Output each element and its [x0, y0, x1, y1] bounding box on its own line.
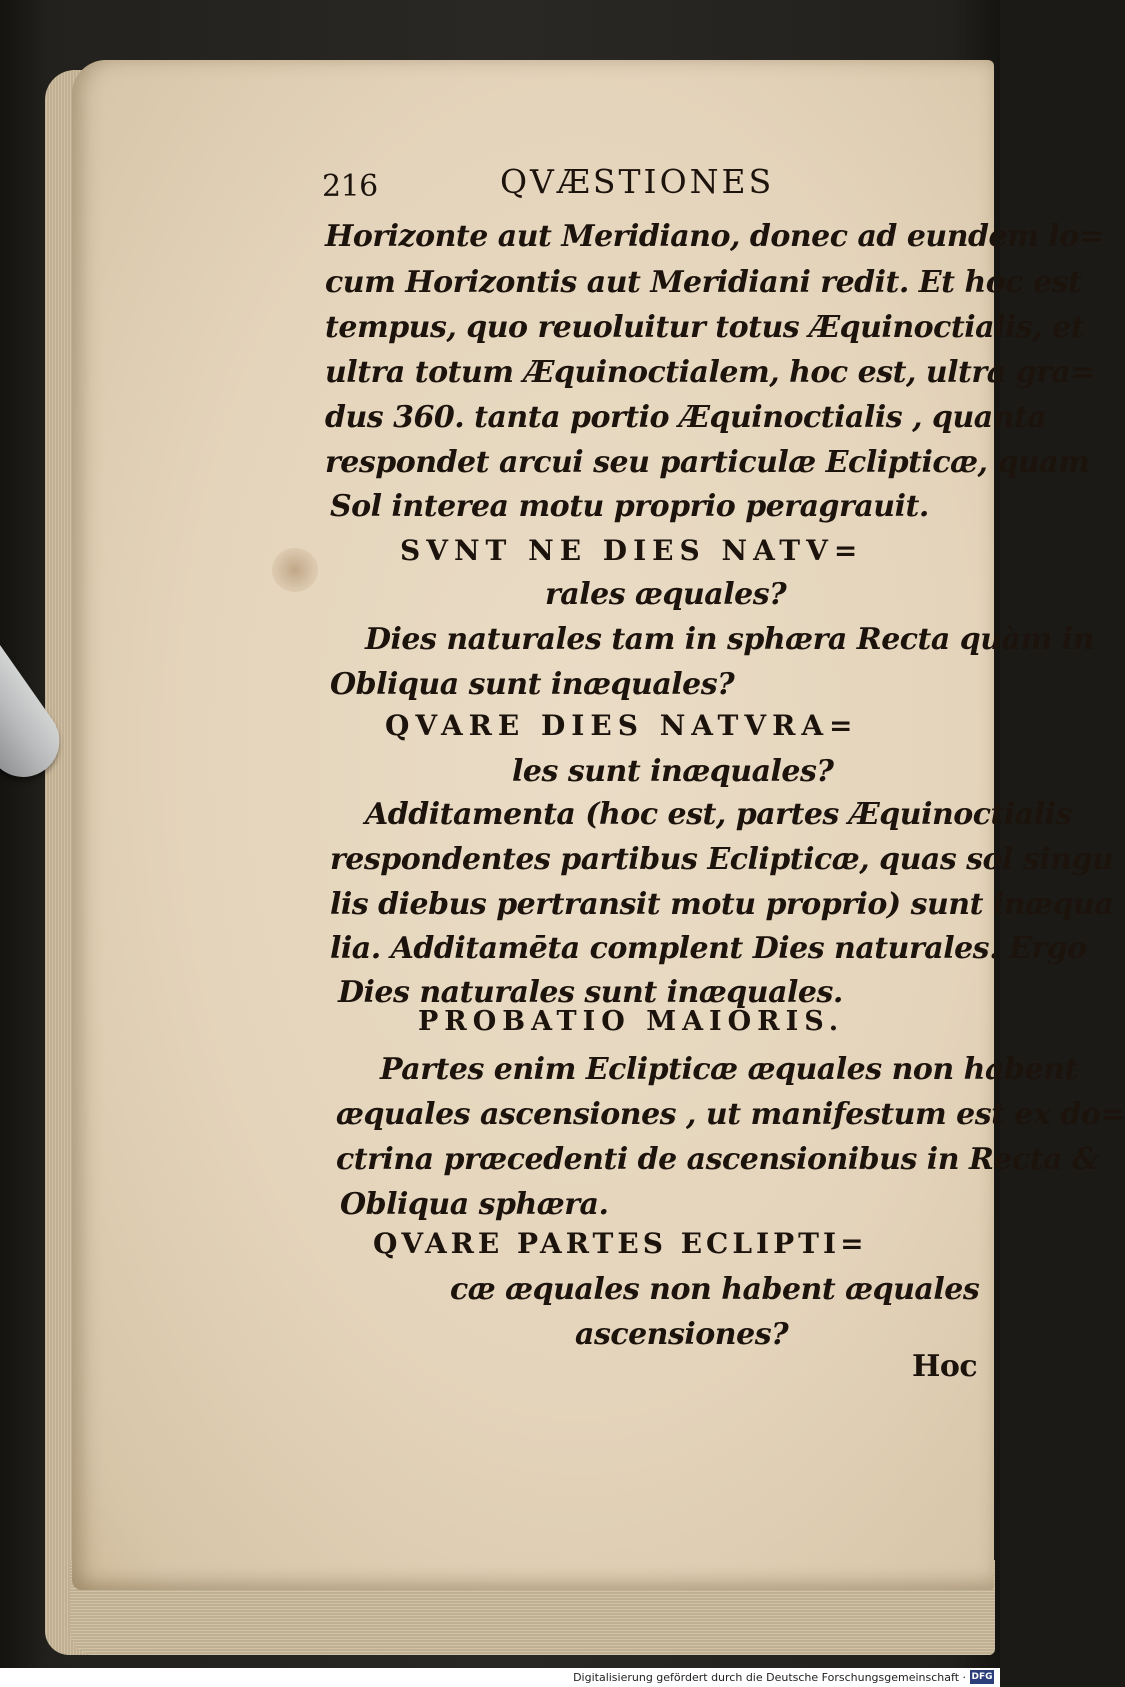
question-1-heading: SVNT NE DIES NATV=: [400, 534, 864, 567]
answer-2-line-2: respondentes partibus Eclipticæ, quas sol singu: [330, 842, 1114, 877]
probatio-heading: PROBATIO MAIORIS.: [418, 1006, 845, 1037]
question-3-heading-cont-2: ascensiones?: [575, 1317, 789, 1352]
footer-credit: Digitalisierung gefördert durch die Deutsche Forschungsgemeinschaft ·: [573, 1671, 966, 1684]
text-line-1: Horizonte aut Meridiano, donec ad eundem lo=: [325, 219, 1104, 254]
text-line-2: cum Horizontis aut Meridiani redit. Et hoc est: [325, 265, 1082, 300]
dfg-logo-icon: DFG: [971, 1672, 993, 1682]
answer-2-line-1: Additamenta (hoc est, partes Æquinoctialis: [365, 797, 1072, 832]
paper-stain: [272, 548, 318, 592]
question-1-heading-cont: rales æquales?: [545, 577, 787, 612]
answer-1-line-2: Obliqua sunt inæquales?: [330, 667, 735, 702]
text-line-4: ultra totum Æquinoctialem, hoc est, ultra gra=: [325, 355, 1095, 390]
answer-3-line-4: Obliqua sphæra.: [340, 1187, 609, 1222]
answer-3-line-1: Partes enim Eclipticæ æquales non habent: [380, 1052, 1078, 1087]
answer-2-line-3: lis diebus pertransit motu proprio) sunt inæqua: [330, 887, 1114, 922]
page-number: 216: [322, 169, 378, 204]
text-line-7: Sol interea motu proprio peragrauit.: [330, 489, 929, 524]
question-2-heading: QVARE DIES NATVRA=: [385, 709, 859, 742]
answer-3-line-2: æquales ascensiones , ut manifestum est ex do=: [336, 1097, 1125, 1132]
text-line-3: tempus, quo reuoluitur totus Æquinoctialis, et: [325, 310, 1085, 345]
question-2-heading-cont: les sunt inæquales?: [512, 754, 834, 789]
catchword: Hoc: [912, 1349, 978, 1384]
running-head: QVÆSTIONES: [500, 162, 775, 201]
answer-3-line-3: ctrina præcedenti de ascensionibus in Recta &: [336, 1142, 1099, 1177]
text-line-5: dus 360. tanta portio Æquinoctialis , quanta: [325, 400, 1047, 435]
question-3-heading-cont: cæ æquales non habent æquales: [450, 1272, 980, 1307]
answer-2-line-4: lia. Additamēta complent Dies naturales. Ergo: [330, 931, 1087, 966]
answer-2-line-5: Dies naturales sunt inæquales.: [338, 975, 843, 1010]
answer-1-line-1: Dies naturales tam in sphæra Recta quàm in: [365, 622, 1094, 657]
question-3-heading: QVARE PARTES ECLIPTI=: [373, 1227, 868, 1260]
text-line-6: respondet arcui seu particulæ Eclipticæ, quam: [325, 445, 1090, 480]
